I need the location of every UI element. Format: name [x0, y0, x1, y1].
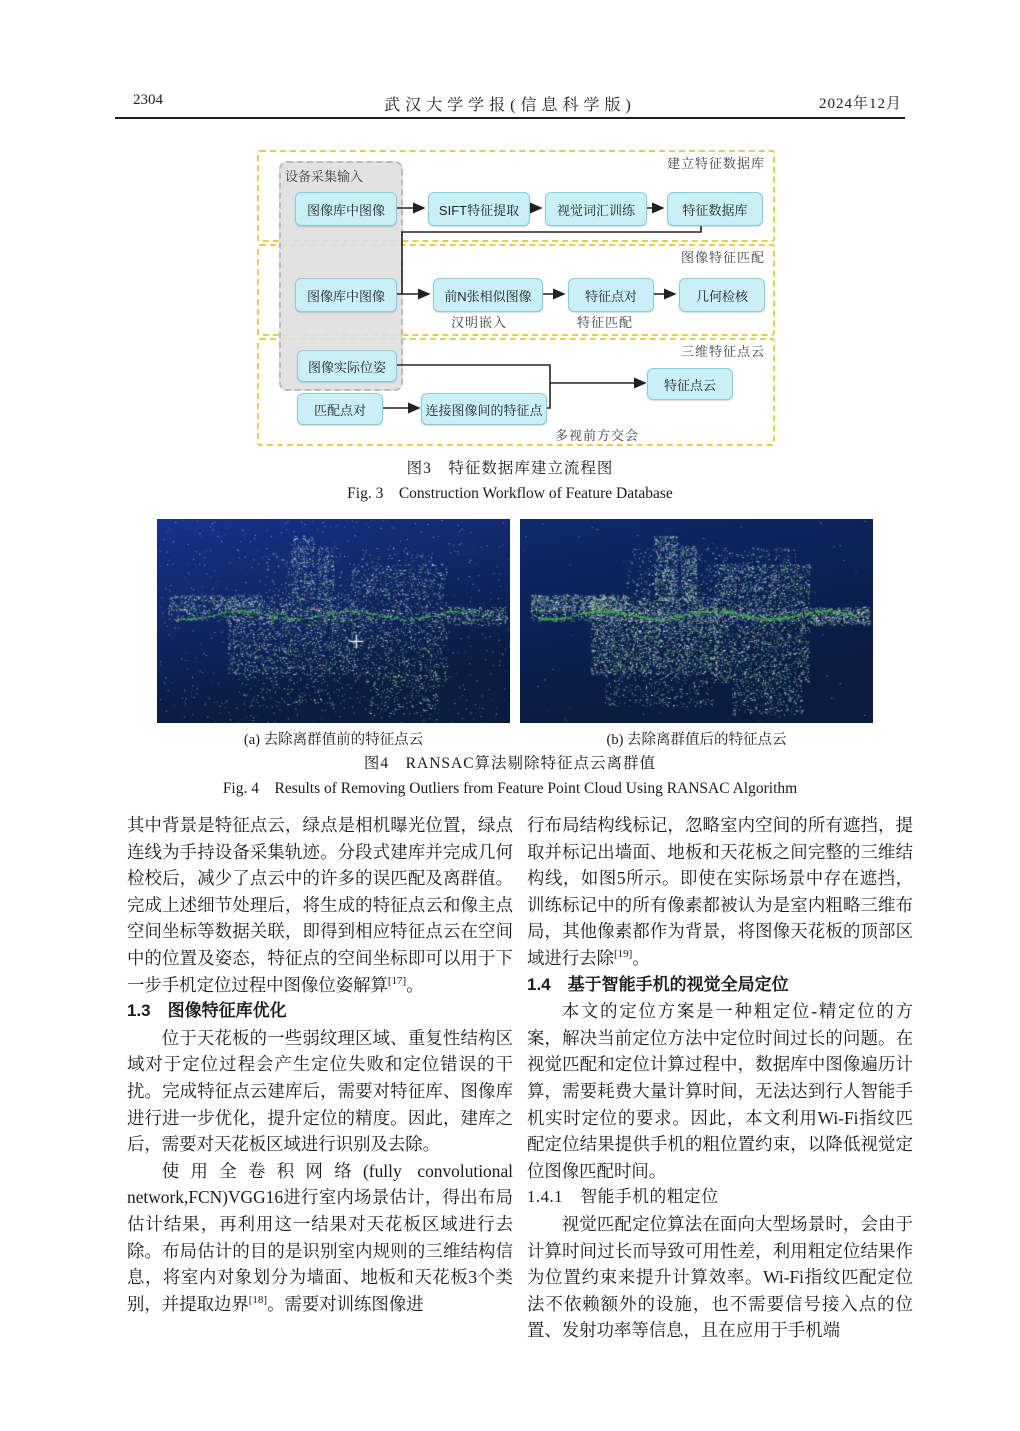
page-number: 2304	[133, 92, 163, 108]
edge-label-multiview: 多视前方交会	[555, 428, 640, 443]
device-input-label: 设备采集输入	[285, 169, 364, 184]
section-heading: 1.4 基于智能手机的视觉全局定位	[527, 974, 789, 994]
figure4-caption-en: Fig. 4 Results of Removing Outliers from Feature Point Cloud Using RANSAC Algorithm	[222, 780, 798, 797]
flow-box-top-n-similar: 前N张相似图像	[433, 278, 543, 312]
section-heading: 1.4.1 智能手机的粗定位	[527, 1187, 719, 1207]
figure3-flowchart	[255, 148, 775, 446]
section-label: 三维特征点云	[680, 344, 765, 359]
point-cloud-after-image	[520, 519, 873, 723]
paragraph: 本文的定位方案是一种粗定位-精定位的方案，解决当前定位方法中定位时间过长的问题。在视觉匹配和定位计算过程中，数据库中图像遍历计算，需要耗费大量计算时间，无法达到行人智能手机实时定位的要求。因此，本文利用Wi-Fi指纹匹配定位结果提供手机的粗位置约束，以降低视觉定位图像匹配时间。	[527, 1001, 913, 1181]
paragraph: 视觉匹配定位算法在面向大型场景时，会由于计算时间过长而导致可用性差，利用粗定位结果作为位置约束来提升计算效率。Wi-Fi指纹匹配定位法不依赖额外的设施，也不需要信号接入点的位置、发射功率等信息，且在应用于手机端	[527, 1213, 913, 1341]
edge-label-hamming: 汉明嵌入	[451, 315, 508, 330]
issue-date: 2024年12月	[818, 96, 902, 112]
section-label: 图像特征匹配	[680, 250, 765, 265]
section-label: 建立特征数据库	[666, 156, 765, 171]
flow-box-feature-db: 特征数据库	[667, 192, 763, 226]
paragraph: 使用全卷积网络(fully convolutional network,FCN)VGG16进行室内场景估计，得出布局估计结果，再利用这一结果对天花板区域进行去除。布局估计的目的是识别室内规则的三维结构信息，将室内对象划分为墙面、地板和天花板3个类别，并提取边界[18]。需要对训练图像进	[127, 1160, 513, 1314]
paragraph: 行布局结构线标记，忽略室内空间的所有遮挡，提取并标记出墙面、地板和天花板之间完整的三维结构线，如图5所示。即使在实际场景中存在遮挡，训练标记中的所有像素都被认为是室内粗略三维布局，其他像素都作为背景，将图像天花板的顶部区域进行去除[19]。	[527, 815, 913, 968]
flow-box-geometry-check: 几何检核	[679, 278, 765, 312]
flow-box-feature-pairs: 特征点对	[568, 278, 654, 312]
figure4-subcaption-b: (b) 去除离群值后的特征点云	[606, 732, 787, 748]
paragraph: 位于天花板的一些弱纹理区域、重复性结构区域对于定位过程会产生定位失败和定位错误的干扰。完成特征点云建库后，需要对特征库、图像库进行进一步优化，提升定位的精度。因此，建库之后，需要对天花板区域进行识别及去除。	[127, 1027, 513, 1155]
section-heading: 1.3 图像特征库优化	[127, 1001, 287, 1021]
flow-box-matched-pairs: 匹配点对	[297, 393, 383, 425]
header-rule	[115, 117, 905, 119]
column-right	[527, 812, 913, 1344]
flow-box-image-library-1: 图像库中图像	[295, 192, 397, 226]
figure3-caption-zh: 图3 特征数据库建立流程图	[406, 460, 614, 477]
figure3-caption-en: Fig. 3 Construction Workflow of Feature Database	[347, 485, 673, 502]
edge-label-feature-match: 特征匹配	[577, 315, 634, 330]
point-cloud-before-image	[157, 519, 510, 723]
figure4-caption-zh: 图4 RANSAC算法剔除特征点云离群值	[363, 755, 657, 772]
flow-box-sift-extract: SIFT特征提取	[428, 192, 530, 226]
column-left	[127, 812, 513, 1317]
paragraph: 其中背景是特征点云，绿点是相机曝光位置，绿点连线为手持设备采集轨迹。分段式建库并完成几何检校后，减少了点云中的许多的误匹配及离群值。完成上述细节处理后，将生成的特征点云和像主点空间坐标等数据关联，即得到相应特征点云在空间中的位置及姿态，特征点的空间坐标即可以用于下一步手机定位过程中图像位姿解算[17]。	[127, 815, 513, 995]
flow-box-vocab-training: 视觉词汇训练	[545, 192, 647, 226]
flow-box-connect-features: 连接图像间的特征点	[421, 393, 547, 425]
flow-box-image-pose: 图像实际位姿	[297, 350, 397, 382]
flow-box-image-library-2: 图像库中图像	[295, 278, 397, 312]
figure4-subcaption-a: (a) 去除离群值前的特征点云	[243, 732, 424, 748]
journal-title: 武汉大学学报(信息科学版)	[384, 97, 636, 114]
flow-box-feature-cloud: 特征点云	[647, 368, 733, 400]
